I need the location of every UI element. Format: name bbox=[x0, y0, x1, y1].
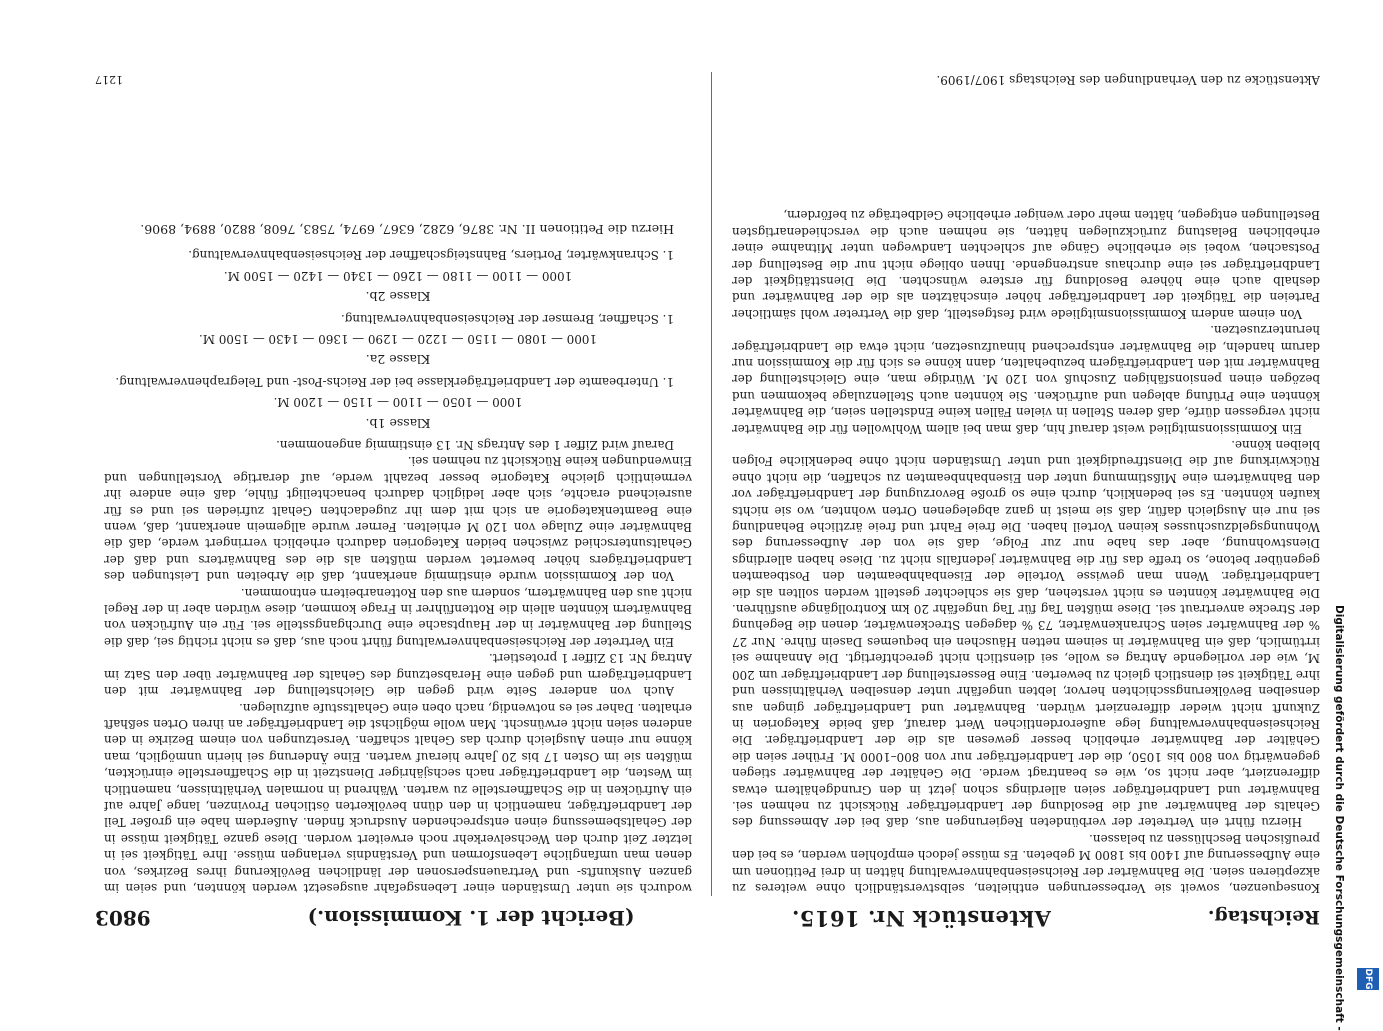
dfg-logo: DFG bbox=[1357, 968, 1379, 990]
right-paragraph-2: Auch von anderer Seite wird gegen die Gleichstellung der Bahnwärter mit den Landbriefträgern und gegen eine Herabsetzung des Gehalts der Bahnwärter über den Satz im Antrag Nr. 13 Ziffer 1 protestiert. bbox=[104, 651, 692, 699]
left-paragraph-1: Konsequenzen, soweit sie Verbesserungen enthielten, selbstverständlich ohne weiteres zu akzeptieren seien. Die Bahnwärter der Reichseisenbahnverwaltung hätten in drei Petitionen um eine Aufbesserung auf 1400 bis 1800 M gebeten. Es müsse jedoch empfohlen werden, es bei den preußischen Beschlüssen zu belassen. bbox=[732, 831, 1320, 895]
klasse-2b-heading: Klasse 2b. bbox=[365, 289, 431, 305]
klasse-2b-salary-range: 1000 — 1100 — 1180 — 1260 — 1340 — 1420 — 1500 M. bbox=[223, 268, 573, 283]
klasse-1b-salary-range: 1000 — 1050 — 1100 — 1150 — 1200 M. bbox=[273, 395, 523, 410]
right-paragraph-4: Von der Kommission wurde einstimmig anerkannt, daß die Arbeiten und Leistungen des Landbriefträgers höher bewertet werden müßten als die des Bahnwärters und daß der Gehaltsunterschied zwischen beiden Kategorien dadurch erheblich verringert werde, daß die Bahnwärter eine Zulage von 120 M erhielten. Ferner wurde allgemein anerkannt, daß, wenn eine Beamtenkategorie an sich mit dem ihr zugedachten Gehalt zufrieden sei und es für ausreichend erachte, sich aber lediglich dadurch benachteiligt fühle, daß eine andere ihr vermeintlich gleiche Kategorie besser bezahlt werde, auf derartige Vorstellungen und Einwendungen keine Rücksicht zu nehmen sei. bbox=[104, 454, 692, 584]
klasse-2b-item: 1. Schrankwärter, Portiers, Bahnsteigschaffner der Reichseisenbahnverwaltung. bbox=[188, 248, 674, 263]
klasse-1b-item: 1. Unterbeamte der Landbriefträgerklasse bei der Reichs-Post- und Telegraphenverwaltung. bbox=[115, 374, 674, 389]
right-paragraph-5: Darauf wird Ziffer 1 des Antrags Nr. 13 einstimmig angenommen. bbox=[276, 438, 674, 453]
header-bericht: (Bericht der 1. Kommission.) bbox=[307, 906, 635, 930]
klasse-1b-heading: Klasse 1b. bbox=[365, 415, 431, 431]
column-divider bbox=[711, 72, 712, 896]
left-column bbox=[732, 72, 1320, 896]
petition-references: Hierzu die Petitionen II. Nr. 3876, 6282, 6367, 6974, 7583, 7608, 8820, 8894, 8906. bbox=[140, 221, 674, 237]
header-reichstag: Reichstag. bbox=[1207, 906, 1320, 928]
page-footer bbox=[95, 68, 1320, 92]
left-paragraph-3: Ein Kommissionsmitglied weist darauf hin, daß man bei allem Wohlwollen für die Bahnwärter nicht vergessen dürfe, daß deren Stellen in vielen Fällen keine Endstellen seien, die Bahnwärter könnten eine Prüfung ablegen und aufrücken. Sie könnten auch Stellenzulage bekommen und bezögen einen pensionsfähigen Zuschuß von 120 M. Würdige man, eine Gleichstellung der Bahnwärter mit den Landbriefträgern bezubehalten, dann könne es sich für die Kommission nur darum handeln, die Bahnwärter entsprechend hinaufzusetzen, nicht etwa die Landbriefträger herunterzusetzen. bbox=[732, 323, 1320, 436]
page-header bbox=[95, 906, 1320, 942]
right-paragraph-1: wodurch sie unter Umständen einer Lebensgefahr ausgesetzt werden könnten, und seien im ganzen Auskunfts- und Vertrauenspersonen der ländlichen Bevölkerung ihres Bezirkes, von denen man umfangliche Lebensformen und Verständnis verlangen müsse. Ihre Tätigkeit sei in letzter Zeit durch den Wechselverkehr noch erweitert worden. Diese ganze Tätigkeit müsse in der Gehaltsbemessung einen entsprechenden Ausdruck finden. Außerdem habe ein großer Teil der Landbriefträger, namentlich in den dünn bevölkerten östlichen Provinzen, lange Jahre auf ein Aufrücken in die Schaffnerstelle zu warten. Während in normalen Verhältnissen, namentlich im Westen, die Landbriefträger nach sechsjähriger Dienstzeit in die Schaffnerstelle einrückten, müßten sie im Osten 17 bis 20 Jahre hierauf warten. Eine Änderung sei hierin unmöglich, man könne nur einen Ausgleich durch das Gehalt schaffen. Versetzungen von einem Bezirke in den anderen seien nicht erwünscht. Man wolle möglichst die Landbriefträger an ihren Orten seßhaft erhalten. Daher sei es notwendig, nach oben eine Gehaltsstufe aufzulegen. bbox=[104, 700, 692, 895]
rotated-document-page bbox=[95, 62, 1320, 942]
header-aktenstueck: Aktenstück Nr. 1615. bbox=[791, 906, 1051, 931]
header-page-number: 9803 bbox=[95, 906, 151, 930]
left-paragraph-2: Hierzu führt ein Vertreter der verbündeten Regierungen aus, daß bei der Abmessung des Gehalts der Bahnwärter auf die Besoldung der Landbriefträger Rücksicht zu nehmen sei. Bahnwärter und Landbriefträger seien allerdings schon jetzt in den Grundgehältern etwas differenziert, aber nicht so, wie es beantragt werde. Die Gehälter der Bahnwärter stiegen gegenwärtig von 800 bis 1050, die der Landbriefträger nur von 800–1000 M. Früher seien die Gehälter der Bahnwärter erheblich besser gewesen als die der Landbriefträger. Die Reichseisenbahnverwaltung lege außerordentlichen Wert darauf, daß beide Kategorien in Zukunft nicht wieder differenziert würden. Bahnwärter und Landbriefträger gingen aus denselben Bevölkerungsschichten hervor, lebten ungefähr unter denselben Verhältnissen und ihre Tätigkeit sei dienstlich gleich zu bewerten. Eine Besserstellung der Landbriefträger um 200 M, wie der vorliegende Antrag es wolle, sei dienstlich nicht gerechtfertigt. Die Annahme sei irrtümlich, daß ein Bahnwärter in seinem netten Häuschen ein bequemes Dasein führe. Nur 27 % der Bahnwärter seien Schrankenwärter, 73 % dagegen Streckenwärter, denen die Begehung der Strecke anvertraut sei. Diese müßten Tag für Tag ungefähr 20 km Kontrollgänge ausführen. Die Bahnwärter könnten es nicht verstehen, daß sie schlechter gestellt werden sollten als die Landbriefträger. Wenn man gewisse Vorteile der Eisenbahnbeamten den Postbeamten gegenüber betone, so treffe das für die Bahnwärter jedenfalls nicht zu. Diese haben allerdings Dienstwohnung, aber das habe nur zur Folge, daß sie von der Aufbesserung des Wohnungsgeldzuschusses keinen Vorteil haben. Die freie Fahrt und freie ärztliche Behandlung sei nur ein Ausgleich dafür, daß sie meist in ganz abgelegenen Orten wohnten, wo sie nichts kaufen könnten. Es sei bedenklich, durch eine so große Bevorzugung der Landbriefträger vor den Bahnwärtern eine Mißstimmung unter den Eisenbahnbeamten zu schaffen, die nicht ohne Rückwirkung auf die Dienstfreudigkeit und unter Umständen nicht ohne bedenkliche Folgen bleiben könne. bbox=[732, 438, 1320, 830]
klasse-2a-heading: Klasse 2a. bbox=[365, 352, 431, 368]
digitization-credit: Digitalisierung gefördert durch die Deutsche Forschungsgemeinschaft - bbox=[1333, 605, 1345, 1031]
right-paragraph-3: Ein Vertreter der Reichseisenbahnverwaltung führt noch aus, daß es nicht richtig sei, daß die Stellung der Bahnwärter in der Hauptsache eine Durchgangsstelle sei. Für ein Aufrücken von Bahnwärtern könnten allein die Rottenführer in Frage kommen, diese würden aber in der Regel nicht aus den Bahnwärtern, sondern aus den Rottenarbeitern entnommen. bbox=[104, 585, 692, 649]
right-column bbox=[104, 72, 692, 896]
klasse-2a-salary-range: 1000 — 1080 — 1150 — 1220 — 1290 — 1360 — 1430 — 1500 M. bbox=[199, 332, 597, 346]
footer-source: Aktenstücke zu den Verhandlungen des Reichstags 1907/1909. bbox=[936, 73, 1320, 87]
klasse-2a-item: 1. Schaffner, Bremser der Reichseisenbahnverwaltung. bbox=[340, 311, 674, 326]
left-paragraph-4: Von einem andern Kommissionsmitgliede wird festgestellt, daß die Vertreter wohl sämtlicher Parteien die Tätigkeit der Landbriefträger höher einschätzten als die der Bahnwärter und deshalb auch eine höhere Besoldung für erstere wünschten. Die Diensttätigkeit der Landbriefträger sei eine durchaus anstrengende. Ihnen obliege nicht nur die Bestellung der Postsachen, wobei sie erhebliche Gänge auf schlechten Landwegen unter Mitnahme einer erheblichen Belastung zurückzulegen hätten, sie nehmen auch die verschiedenartigsten Bestellungen entgegen, hätten mehr oder weniger erhebliche Geldbeträge zu befördern, bbox=[732, 208, 1320, 321]
footer-sheet-number: 1217 bbox=[95, 73, 123, 87]
